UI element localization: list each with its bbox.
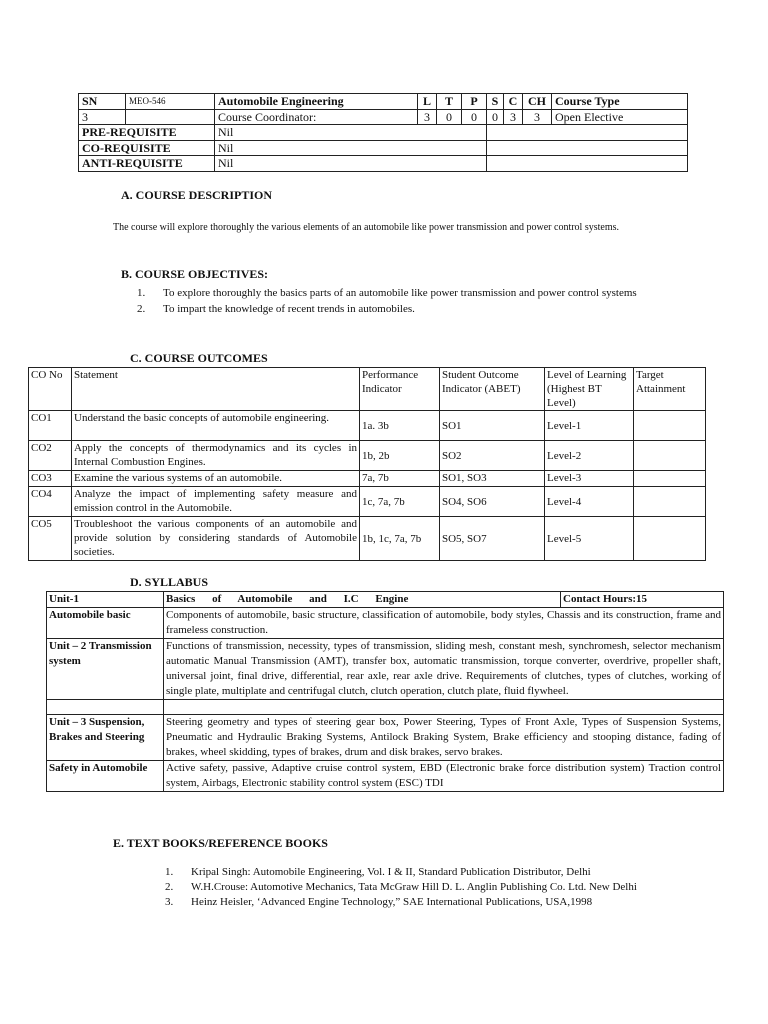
co-level: Level-3 <box>545 471 634 487</box>
p-value: 0 <box>462 109 487 125</box>
co-id: CO3 <box>29 471 72 487</box>
course-type-label: Course Type <box>552 94 688 110</box>
so-header: Student Outcome Indicator (ABET) <box>440 368 545 411</box>
l-label: L <box>418 94 437 110</box>
antireq-value: Nil <box>215 156 487 172</box>
coreq-label: CO-REQUISITE <box>79 140 215 156</box>
prereq-label: PRE-REQUISITE <box>79 125 215 141</box>
textbook-item: 1. Kripal Singh: Automobile Engineering, Vol. I & II, Standard Publication Distributor, Delhi <box>165 866 591 878</box>
course-title: Automobile Engineering <box>215 94 418 110</box>
l-value: 3 <box>418 109 437 125</box>
co-pi: 1c, 7a, 7b <box>360 487 440 517</box>
co-level: Level-4 <box>545 487 634 517</box>
coreq-value: Nil <box>215 140 487 156</box>
s-label: S <box>487 94 504 110</box>
s-value: 0 <box>487 109 504 125</box>
co-so: SO5, SO7 <box>440 517 545 561</box>
syllabus-row-label: Automobile basic <box>47 608 164 639</box>
co-level: Level-1 <box>545 411 634 441</box>
course-code: MEO-546 <box>126 94 215 110</box>
co-id: CO1 <box>29 411 72 441</box>
ch-label: CH <box>523 94 552 110</box>
co-pi: 1a. 3b <box>360 411 440 441</box>
t-label: T <box>437 94 462 110</box>
syllabus-heading: D. SYLLABUS <box>130 575 209 589</box>
course-description-heading: A. COURSE DESCRIPTION <box>121 188 273 202</box>
syllabus-row-label: Unit – 3 Suspension, Brakes and Steering <box>47 715 164 761</box>
co-id: CO4 <box>29 487 72 517</box>
sn-label: SN <box>79 94 126 110</box>
code-blank <box>126 109 215 125</box>
co-target <box>634 487 706 517</box>
textbook-item: 2. W.H.Crouse: Automotive Mechanics, Tata McGraw Hill D. L. Anglin Publishing Co. Ltd. New Delhi <box>165 881 637 893</box>
syllabus-row-content: Active safety, passive, Adaptive cruise control system, EBD (Electronic brake force distribution system) Traction control system, Airbags, Electronic stability control system (ESC) TDI <box>164 761 724 792</box>
co-so: SO4, SO6 <box>440 487 545 517</box>
co-pi: 1b, 1c, 7a, 7b <box>360 517 440 561</box>
ch-value: 3 <box>523 109 552 125</box>
co-target <box>634 441 706 471</box>
course-objectives-heading: B. COURSE OBJECTIVES: <box>121 267 269 281</box>
co-statement: Analyze the impact of implementing safety measure and emission control in the Automobile. <box>72 487 360 517</box>
syllabus-row-content <box>164 700 724 715</box>
statement-header: Statement <box>72 368 360 411</box>
co-so: SO1, SO3 <box>440 471 545 487</box>
co-target <box>634 411 706 441</box>
textbook-item: 3. Heinz Heisler, ‘Advanced Engine Technology,” SAE International Publications, USA,1998 <box>165 896 593 908</box>
level-header: Level of Learning (Highest BT Level) <box>545 368 634 411</box>
co-target <box>634 517 706 561</box>
coordinator-label: Course Coordinator: <box>215 109 418 125</box>
c-value: 3 <box>504 109 523 125</box>
sn-value: 3 <box>79 109 126 125</box>
co-level: Level-5 <box>545 517 634 561</box>
co-so: SO1 <box>440 411 545 441</box>
pi-header: Performance Indicator <box>360 368 440 411</box>
co-id: CO2 <box>29 441 72 471</box>
co-pi: 7a, 7b <box>360 471 440 487</box>
syllabus-row-label: Safety in Automobile <box>47 761 164 792</box>
co-no-header: CO No <box>29 368 72 411</box>
course-outcomes-heading: C. COURSE OUTCOMES <box>130 351 268 365</box>
textbooks-heading: E. TEXT BOOKS/REFERENCE BOOKS <box>113 836 328 850</box>
t-value: 0 <box>437 109 462 125</box>
course-description-text: The course will explore thoroughly the various elements of an automobile like power transmission and power control systems. <box>113 222 619 233</box>
c-label: C <box>504 94 523 110</box>
syllabus-row-label <box>47 700 164 715</box>
co-target <box>634 471 706 487</box>
objective-item: 1. To explore thoroughly the basics parts of an automobile like power transmission and power control systems <box>137 287 637 299</box>
co-so: SO2 <box>440 441 545 471</box>
co-statement: Apply the concepts of thermodynamics and its cycles in Internal Combustion Engines. <box>72 441 360 471</box>
co-level: Level-2 <box>545 441 634 471</box>
unit1-label: Unit-1 <box>47 592 164 608</box>
course-outcomes-table <box>28 367 706 561</box>
objectives-list <box>137 285 673 317</box>
textbooks-list <box>165 865 677 910</box>
co-statement: Troubleshoot the various components of an automobile and provide solution by considering standards of Automobile societies. <box>72 517 360 561</box>
course-type-value: Open Elective <box>552 109 688 125</box>
syllabus-row-content: Steering geometry and types of steering gear box, Power Steering, Types of Front Axle, Types of Suspension Systems, Pneumatic and Hydraulic Braking Systems, Antilock Braking System, Brake efficiency and stooping distance, fading of brakes, wheel skidding, types of brakes, drum and disk brakes, servo brakes. <box>164 715 724 761</box>
syllabus-row-content: Components of automobile, basic structure, classification of automobile, body styles, Chassis and its construction, frame and frameless construction. <box>164 608 724 639</box>
syllabus-table <box>46 591 724 792</box>
co-pi: 1b, 2b <box>360 441 440 471</box>
co-statement: Understand the basic concepts of automobile engineering. <box>72 411 360 441</box>
syllabus-row-label: Unit – 2 Transmission system <box>47 639 164 700</box>
target-header: Target Attainment <box>634 368 706 411</box>
syllabus-row-content: Functions of transmission, necessity, types of transmission, sliding mesh, constant mesh, synchromesh, selector mechanism automatic Manual Transmission (AMT), transfer box, automatic transmission, torque converter, overdrive, propeller shaft, universal joint, final drive, differential, rear axle, rear axle drive. Requirements of clutches, types of clutches, working of single plate, multiplate and centrifugal clutch, clutch operation, clutch plate, fluid flywheel. <box>164 639 724 700</box>
co-id: CO5 <box>29 517 72 561</box>
contact-hours: Contact Hours:15 <box>561 592 724 608</box>
objective-item: 2. To impart the knowledge of recent trends in automobiles. <box>137 303 415 315</box>
p-label: P <box>462 94 487 110</box>
antireq-label: ANTI-REQUISITE <box>79 156 215 172</box>
unit1-title: Basics of Automobile and I.C Engine <box>164 592 561 608</box>
prereq-value: Nil <box>215 125 487 141</box>
course-header-table <box>78 93 688 172</box>
co-statement: Examine the various systems of an automobile. <box>72 471 360 487</box>
